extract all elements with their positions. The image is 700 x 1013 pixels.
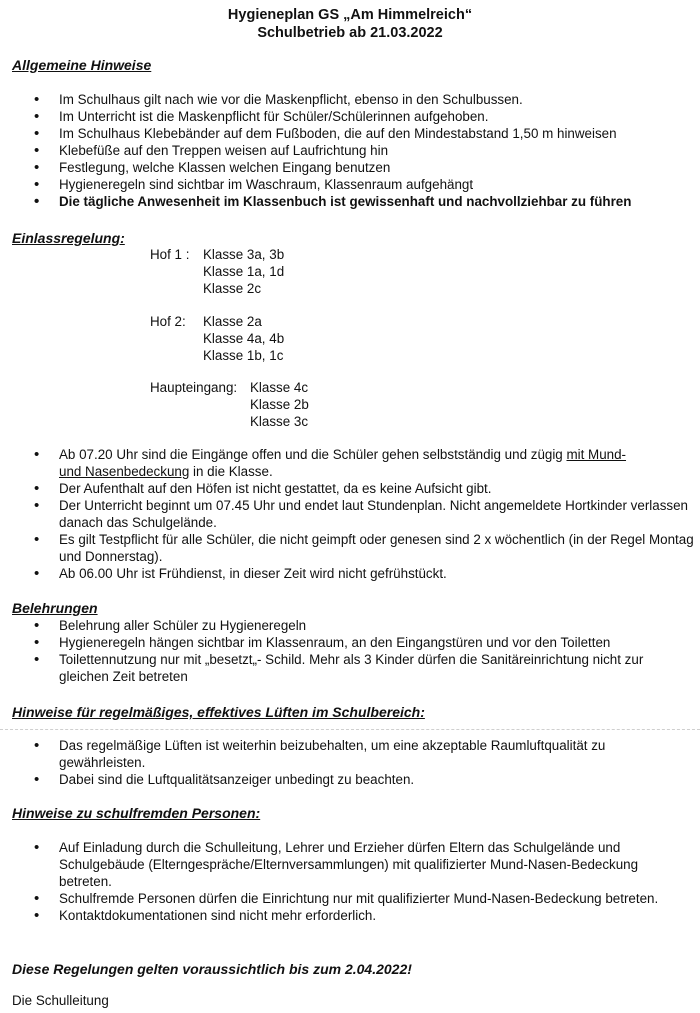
ventilation-list	[34, 737, 694, 788]
entrance-hof2-class: Klasse 1b, 1c	[203, 348, 284, 363]
entry-item-underlined: und Nasenbedeckung	[59, 464, 190, 479]
ventilation-heading: Hinweise für regelmäßiges, effektives Lüften im Schulbereich:	[12, 704, 425, 720]
list-item: • Auf Einladung durch die Schulleitung, Lehrer und Erzieher dürfen Eltern das Schulgelände und Schulgebäude (Elterngespräche/Elternversammlungen) mit qualifizierter Mund-Nasen-Bedeckung betreten.	[34, 839, 694, 890]
entrance-main-class: Klasse 4c	[250, 380, 309, 395]
entry-list	[34, 446, 694, 582]
entry-item-text: in die Klasse.	[189, 464, 273, 479]
document-subtitle: Schulbetrieb ab 21.03.2022	[257, 25, 443, 41]
list-item: • Der Aufenthalt auf den Höfen ist nicht gestattet, da es keine Aufsicht gibt.	[34, 480, 694, 497]
entrance-hof1-class: Klasse 1a, 1d	[203, 264, 285, 279]
list-item: • Im Schulhaus gilt nach wie vor die Maskenpflicht, ebenso in den Schulbussen.	[34, 91, 694, 108]
list-item: • Belehrung aller Schüler zu Hygieneregeln	[34, 617, 694, 634]
visitors-heading-suffix: :	[255, 805, 261, 821]
list-item: • Festlegung, welche Klassen welchen Eingang benutzen	[34, 159, 694, 176]
list-item: • Es gilt Testpflicht für alle Schüler, die nicht geimpft oder genesen sind 2 x wöchentlich (in der Regel Montag und Donnerstag).	[34, 531, 694, 565]
validity-note: Diese Regelungen gelten voraussichtlich bis zum 2.04.2022!	[12, 961, 412, 977]
list-item	[34, 446, 694, 480]
list-item: • Hygieneregeln sind sichtbar im Waschraum, Klassenraum aufgehängt	[34, 176, 694, 193]
entrance-hof2-class: Klasse 2a	[203, 314, 262, 329]
list-item: • Im Unterricht ist die Maskenpflicht für Schüler/Schülerinnen aufgehoben.	[34, 108, 694, 125]
list-item: • Kontaktdokumentationen sind nicht mehr erforderlich.	[34, 907, 694, 924]
entrance-main-class: Klasse 2b	[250, 397, 309, 412]
general-list	[34, 91, 694, 210]
divider	[0, 729, 700, 730]
list-item: • Das regelmäßige Lüften ist weiterhin beizubehalten, um eine akzeptable Raumluftqualität zu gewährleisten.	[34, 737, 694, 771]
instructions-heading: Belehrungen	[12, 600, 98, 616]
entrance-hof1-class: Klasse 3a, 3b	[203, 247, 285, 262]
document-title: Hygieneplan GS „Am Himmelreich“	[227, 7, 473, 23]
entrance-hof1-label: Hof 1 :	[150, 247, 190, 262]
list-item: • Ab 06.00 Uhr ist Frühdienst, in dieser Zeit wird nicht gefrühstückt.	[34, 565, 694, 582]
entry-item-text: Ab 07.20 Uhr sind die Eingänge offen und die Schüler gehen selbstständig und zügig	[59, 447, 567, 462]
list-item: • Der Unterricht beginnt um 07.45 Uhr und endet laut Stundenplan. Nicht angemeldete Hortkinder verlassen danach das Schulgelände.	[34, 497, 694, 531]
visitors-list	[34, 839, 694, 924]
entrance-main-label: Haupteingang:	[150, 380, 238, 395]
instructions-list	[34, 617, 694, 685]
visitors-heading-text: Hinweise zu schulfremden Personen	[12, 805, 256, 821]
signature: Die Schulleitung	[12, 993, 109, 1008]
general-heading: Allgemeine Hinweise	[12, 57, 152, 73]
entrance-main-class: Klasse 3c	[250, 414, 309, 429]
entry-item-underlined: mit Mund-	[566, 447, 627, 462]
entrance-hof2-label: Hof 2:	[150, 314, 186, 329]
list-item: • Die tägliche Anwesenheit im Klassenbuch ist gewissenhaft und nachvollziehbar zu führen	[34, 193, 694, 210]
list-item: • Toilettennutzung nur mit „besetzt„- Schild. Mehr als 3 Kinder dürfen die Sanitäreinrichtung nicht zur gleichen Zeit betreten	[34, 651, 694, 685]
entrance-hof1-class: Klasse 2c	[203, 281, 262, 296]
list-item: • Dabei sind die Luftqualitätsanzeiger unbedingt zu beachten.	[34, 771, 694, 788]
list-item: • Klebefüße auf den Treppen weisen auf Laufrichtung hin	[34, 142, 694, 159]
list-item: • Hygieneregeln hängen sichtbar im Klassenraum, an den Eingangstüren und vor den Toiletten	[34, 634, 694, 651]
list-item: • Im Schulhaus Klebebänder auf dem Fußboden, die auf den Mindestabstand 1,50 m hinweisen	[34, 125, 694, 142]
list-item: • Schulfremde Personen dürfen die Einrichtung nur mit qualifizierter Mund-Nasen-Bedeckung betreten.	[34, 890, 694, 907]
visitors-heading	[12, 805, 260, 822]
entry-heading: Einlassregelung:	[12, 230, 125, 246]
entrance-hof2-class: Klasse 4a, 4b	[203, 331, 285, 346]
